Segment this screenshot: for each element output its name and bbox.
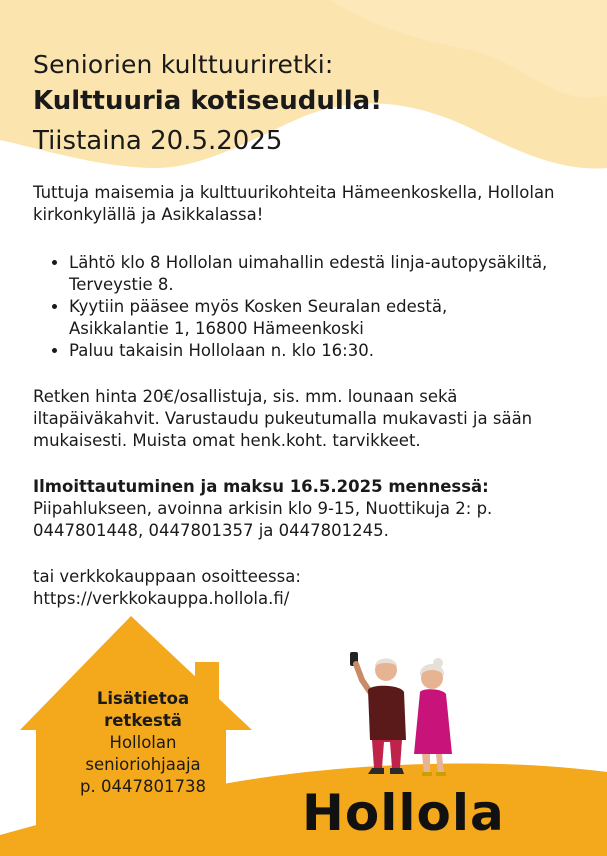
- list-item: • Lähtö klo 8 Hollolan uimahallin edestä linja-autopysäkiltä, Terveystie 8.: [69, 252, 549, 296]
- intro-text: Tuttuja maisemia ja kulttuurikohteita Hämeenkoskella, Hollolan kirkonkylällä ja Asikkalassa!: [33, 183, 555, 224]
- web-link[interactable]: https://verkkokauppa.hollola.fi/: [33, 589, 290, 608]
- contact-line-2: senioriohjaaja: [85, 755, 201, 774]
- event-title: Kulttuuria kotiseudulla!: [33, 86, 383, 116]
- contact-box: [58, 688, 228, 798]
- event-subtitle: Seniorien kulttuuriretki:: [33, 50, 334, 79]
- price-info: Retken hinta 20€/osallistuja, sis. mm. lounaan sekä iltapäiväkahvit. Varustaudu pukeutumalla mukavasti ja sään mukaisesti. Muista omat henk.koht. tarvikkeet.: [33, 387, 533, 450]
- event-date: Tiistaina 20.5.2025: [33, 126, 283, 156]
- registration-text: Piipahlukseen, avoinna arkisin klo 9-15, Nuottikuja 2: p. 0447801448, 0447801357 ja 0447801245.: [33, 499, 493, 540]
- man-figure: [350, 652, 406, 774]
- details-list: [33, 252, 549, 362]
- contact-line-1: Hollolan: [109, 733, 177, 752]
- contact-phone: p. 0447801738: [80, 777, 206, 796]
- contact-title-1: Lisätietoa: [96, 689, 190, 708]
- list-item: • Paluu takaisin Hollolaan n. klo 16:30.: [69, 340, 549, 362]
- woman-figure: [414, 658, 452, 776]
- contact-title-2: retkestä: [104, 711, 182, 730]
- hollola-logo: Hollola: [302, 784, 505, 842]
- web-text: tai verkkokauppaan osoitteessa:: [33, 567, 301, 586]
- registration-heading: Ilmoittautuminen ja maksu 16.5.2025 mennessä:: [33, 477, 489, 496]
- registration-info: [33, 476, 573, 542]
- senior-couple-illustration: [340, 650, 480, 790]
- list-item: • Kyytiin pääsee myös Kosken Seuralan edestä, Asikkalantie 1, 16800 Hämeenkoski: [69, 296, 549, 340]
- web-info: [33, 566, 573, 610]
